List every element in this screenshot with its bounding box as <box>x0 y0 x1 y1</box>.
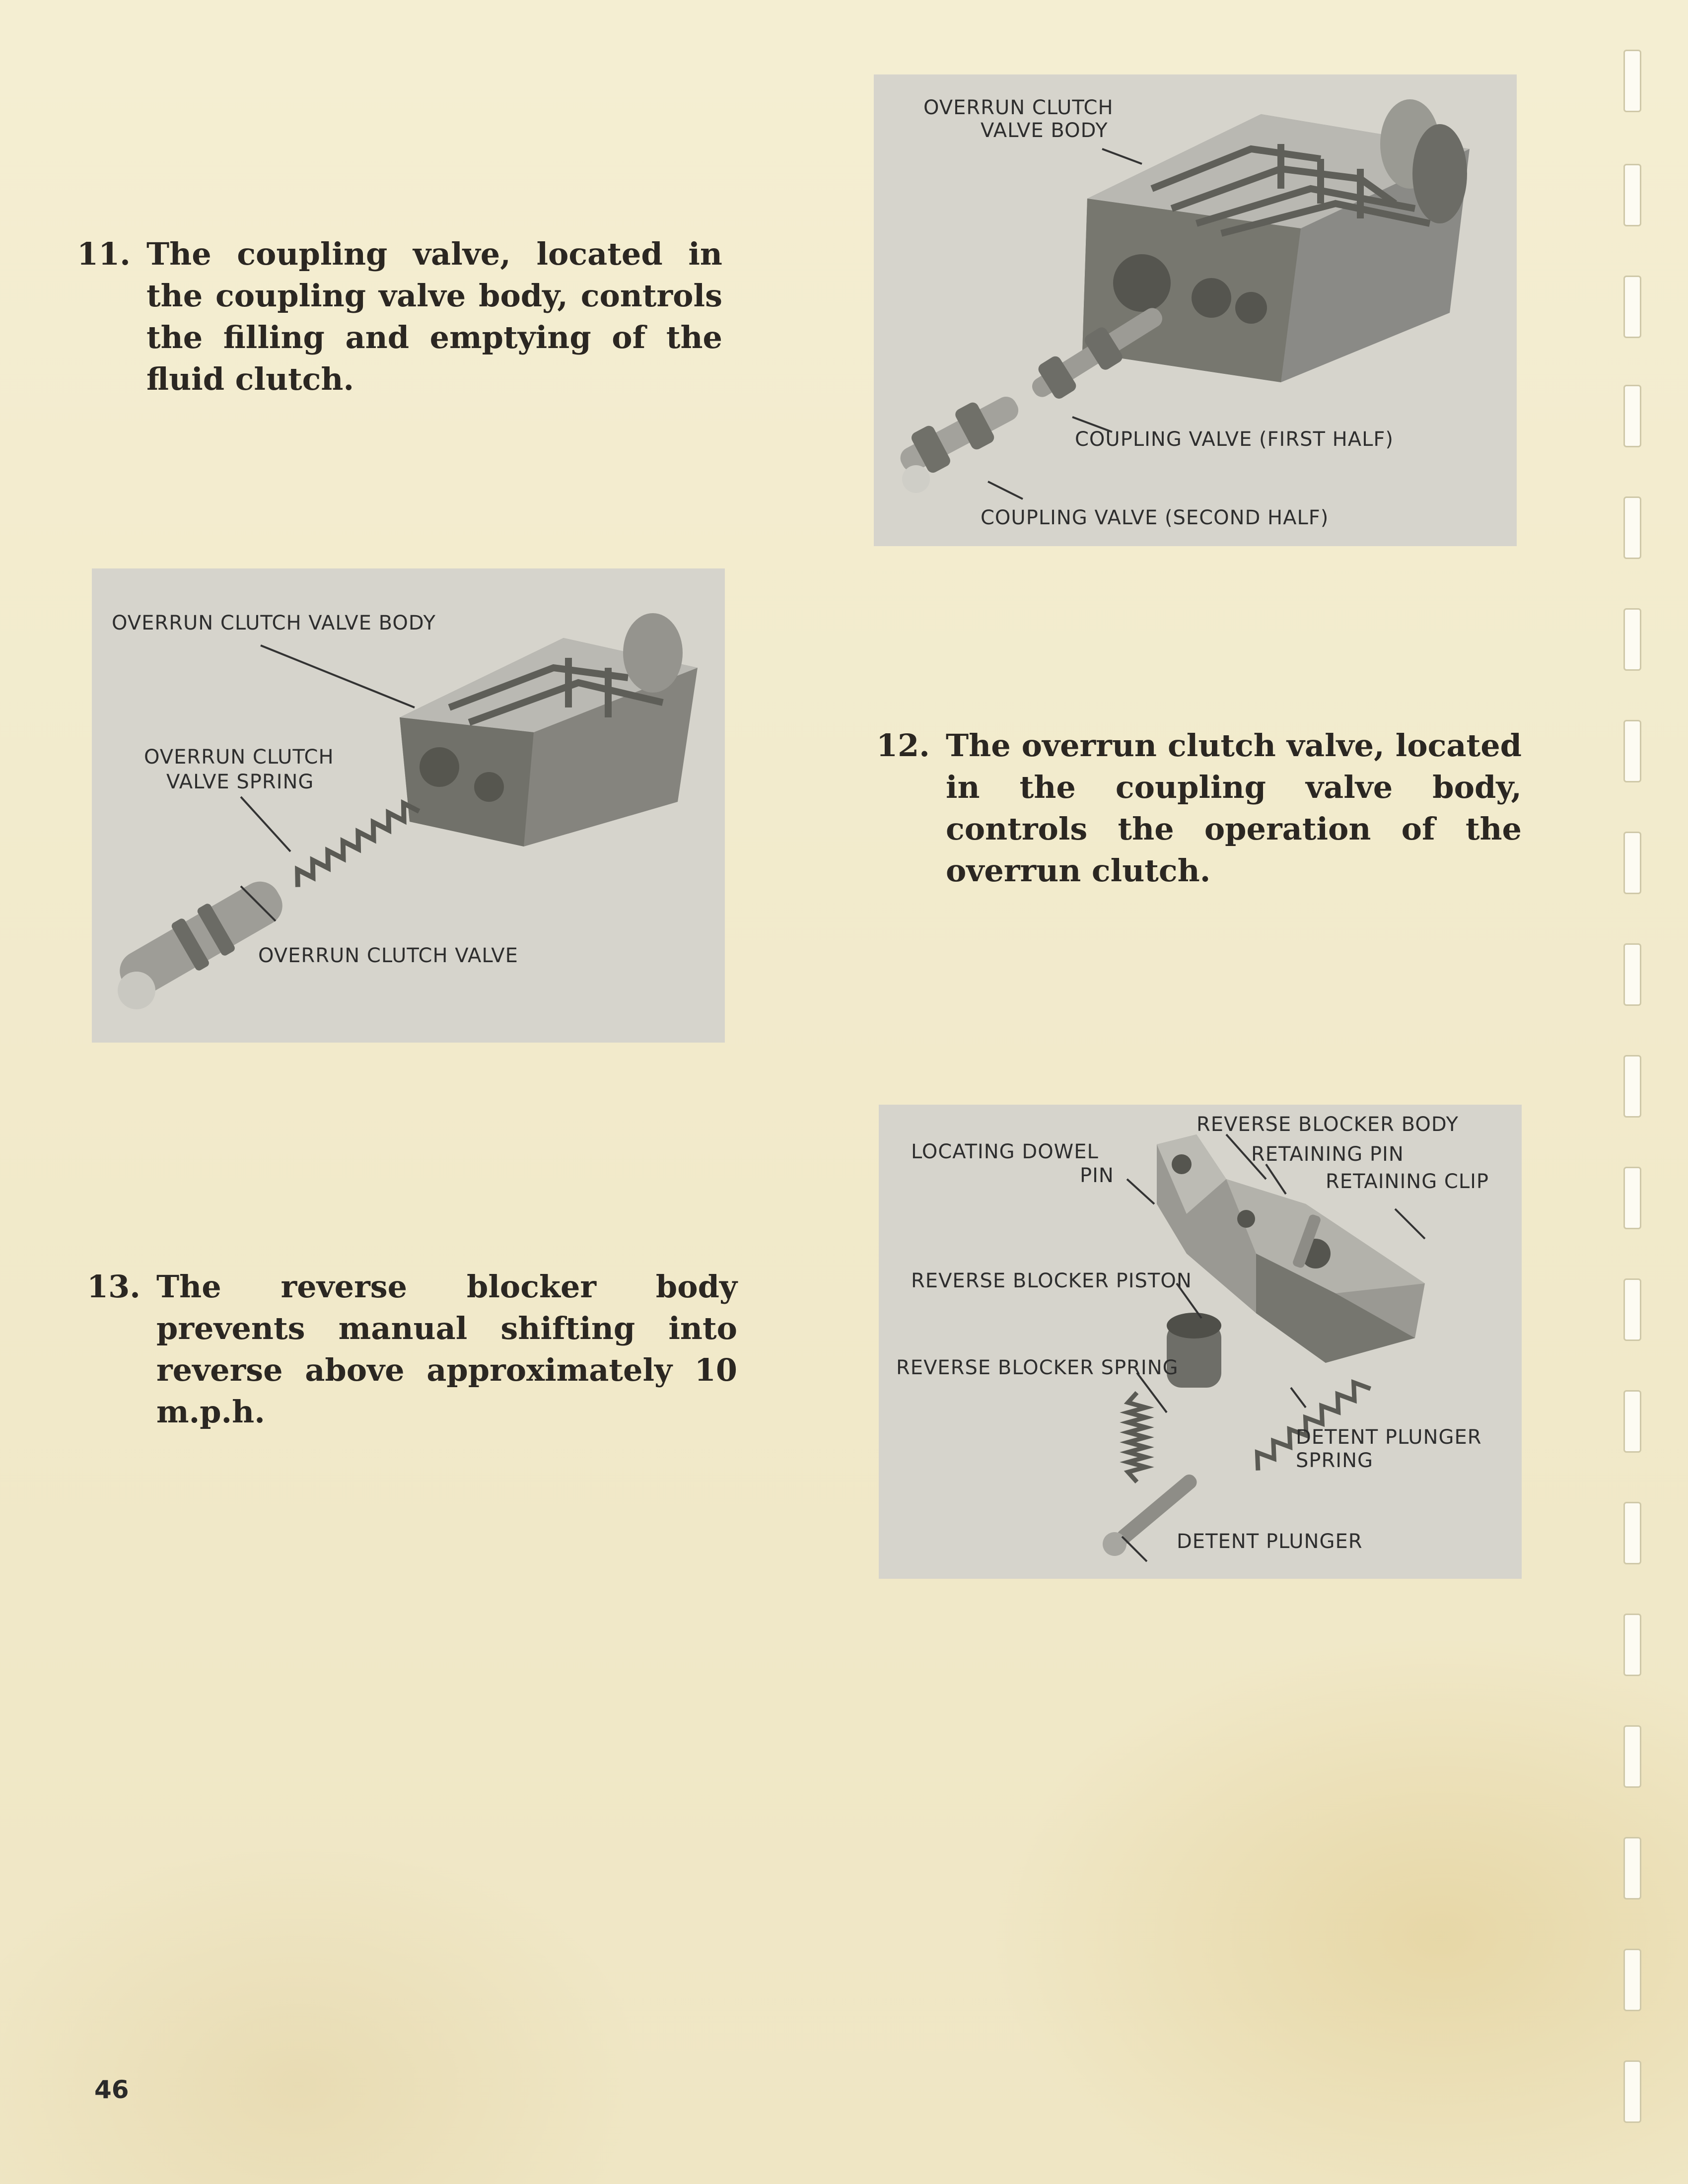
paragraph-number: 11. <box>77 236 131 272</box>
label-locating-dowel-line1: LOCATING DOWEL <box>911 1140 1099 1163</box>
label-coupling-valve-second-half: COUPLING VALVE (SECOND HALF) <box>981 506 1329 529</box>
overrun-clutch-valve-photo <box>92 568 725 1043</box>
overrun-clutch-valve-spring <box>290 799 419 887</box>
binder-tab <box>1623 496 1641 559</box>
paragraph-13 <box>87 1266 737 1433</box>
overrun-valve-body-casting <box>400 613 698 846</box>
label-retaining-clip: RETAINING CLIP <box>1326 1170 1489 1193</box>
label-coupling-valve-first-half: COUPLING VALVE (FIRST HALF) <box>1075 428 1394 451</box>
binder-tab <box>1623 1055 1641 1118</box>
binder-tab <box>1623 1278 1641 1341</box>
coupling-valve-photo <box>874 74 1517 546</box>
binder-tab <box>1623 50 1641 112</box>
reverse-blocker-spring <box>1128 1393 1146 1482</box>
overrun-clutch-valve <box>113 874 290 1009</box>
overrun-clutch-illustration <box>92 568 725 1043</box>
coupling-valve-illustration <box>874 74 1517 546</box>
binder-tab <box>1623 720 1641 782</box>
paragraph-text: The coupling valve, located in the coupling valve body, controls the filling and emptying of the fluid clutch. <box>146 236 722 397</box>
label-reverse-blocker-spring: REVERSE BLOCKER SPRING <box>896 1356 1179 1379</box>
binder-tab <box>1623 1390 1641 1453</box>
paragraph-number: 13. <box>87 1268 141 1305</box>
label-detent-plunger: DETENT PLUNGER <box>1177 1530 1363 1553</box>
reverse-blocker-photo <box>879 1105 1522 1579</box>
paragraph-11 <box>77 233 722 400</box>
coupling-valve-second-half <box>897 393 1022 493</box>
label-reverse-blocker-body: REVERSE BLOCKER BODY <box>1196 1113 1459 1136</box>
binder-tab <box>1623 1502 1641 1564</box>
binder-tab <box>1623 164 1641 226</box>
binder-tab <box>1623 832 1641 894</box>
binder-tab <box>1623 943 1641 1006</box>
binder-tab <box>1623 1167 1641 1229</box>
paragraph-number: 12. <box>876 727 930 764</box>
page-number: 46 <box>94 2075 129 2104</box>
label-locating-dowel-line2: PIN <box>1080 1164 1114 1187</box>
label-overrun-clutch-valve: OVERRUN CLUTCH VALVE <box>258 944 518 967</box>
binder-tab <box>1623 385 1641 447</box>
binder-tab <box>1623 1614 1641 1676</box>
paragraph-12 <box>876 725 1522 892</box>
binder-tab <box>1623 608 1641 671</box>
label-overrun-spring-line1: OVERRUN CLUTCH <box>144 746 334 769</box>
binder-tab <box>1623 1837 1641 1900</box>
binder-tab <box>1623 276 1641 338</box>
label-reverse-blocker-piston: REVERSE BLOCKER PISTON <box>911 1269 1192 1292</box>
binder-tab <box>1623 2060 1641 2123</box>
valve-body-casting <box>1082 99 1470 382</box>
paragraph-text: The overrun clutch valve, located in the coupling valve body, controls the operation of the overrun clutch. <box>946 727 1522 889</box>
binder-tab <box>1623 1725 1641 1788</box>
label-valve-body-line2: VALVE BODY <box>981 119 1108 142</box>
label-detent-spring-line1: DETENT PLUNGER <box>1296 1426 1482 1449</box>
label-overrun-spring-line2: VALVE SPRING <box>166 771 314 793</box>
label-detent-spring-line2: SPRING <box>1296 1449 1374 1472</box>
label-overrun-valve-body: OVERRUN CLUTCH VALVE BODY <box>112 612 436 634</box>
label-valve-body-line1: OVERRUN CLUTCH <box>923 96 1114 119</box>
binder-tab <box>1623 1949 1641 2011</box>
paragraph-text: The reverse blocker body prevents manual shifting into reverse above approximately 10 m.p.h. <box>156 1268 737 1430</box>
label-retaining-pin: RETAINING PIN <box>1251 1143 1404 1166</box>
